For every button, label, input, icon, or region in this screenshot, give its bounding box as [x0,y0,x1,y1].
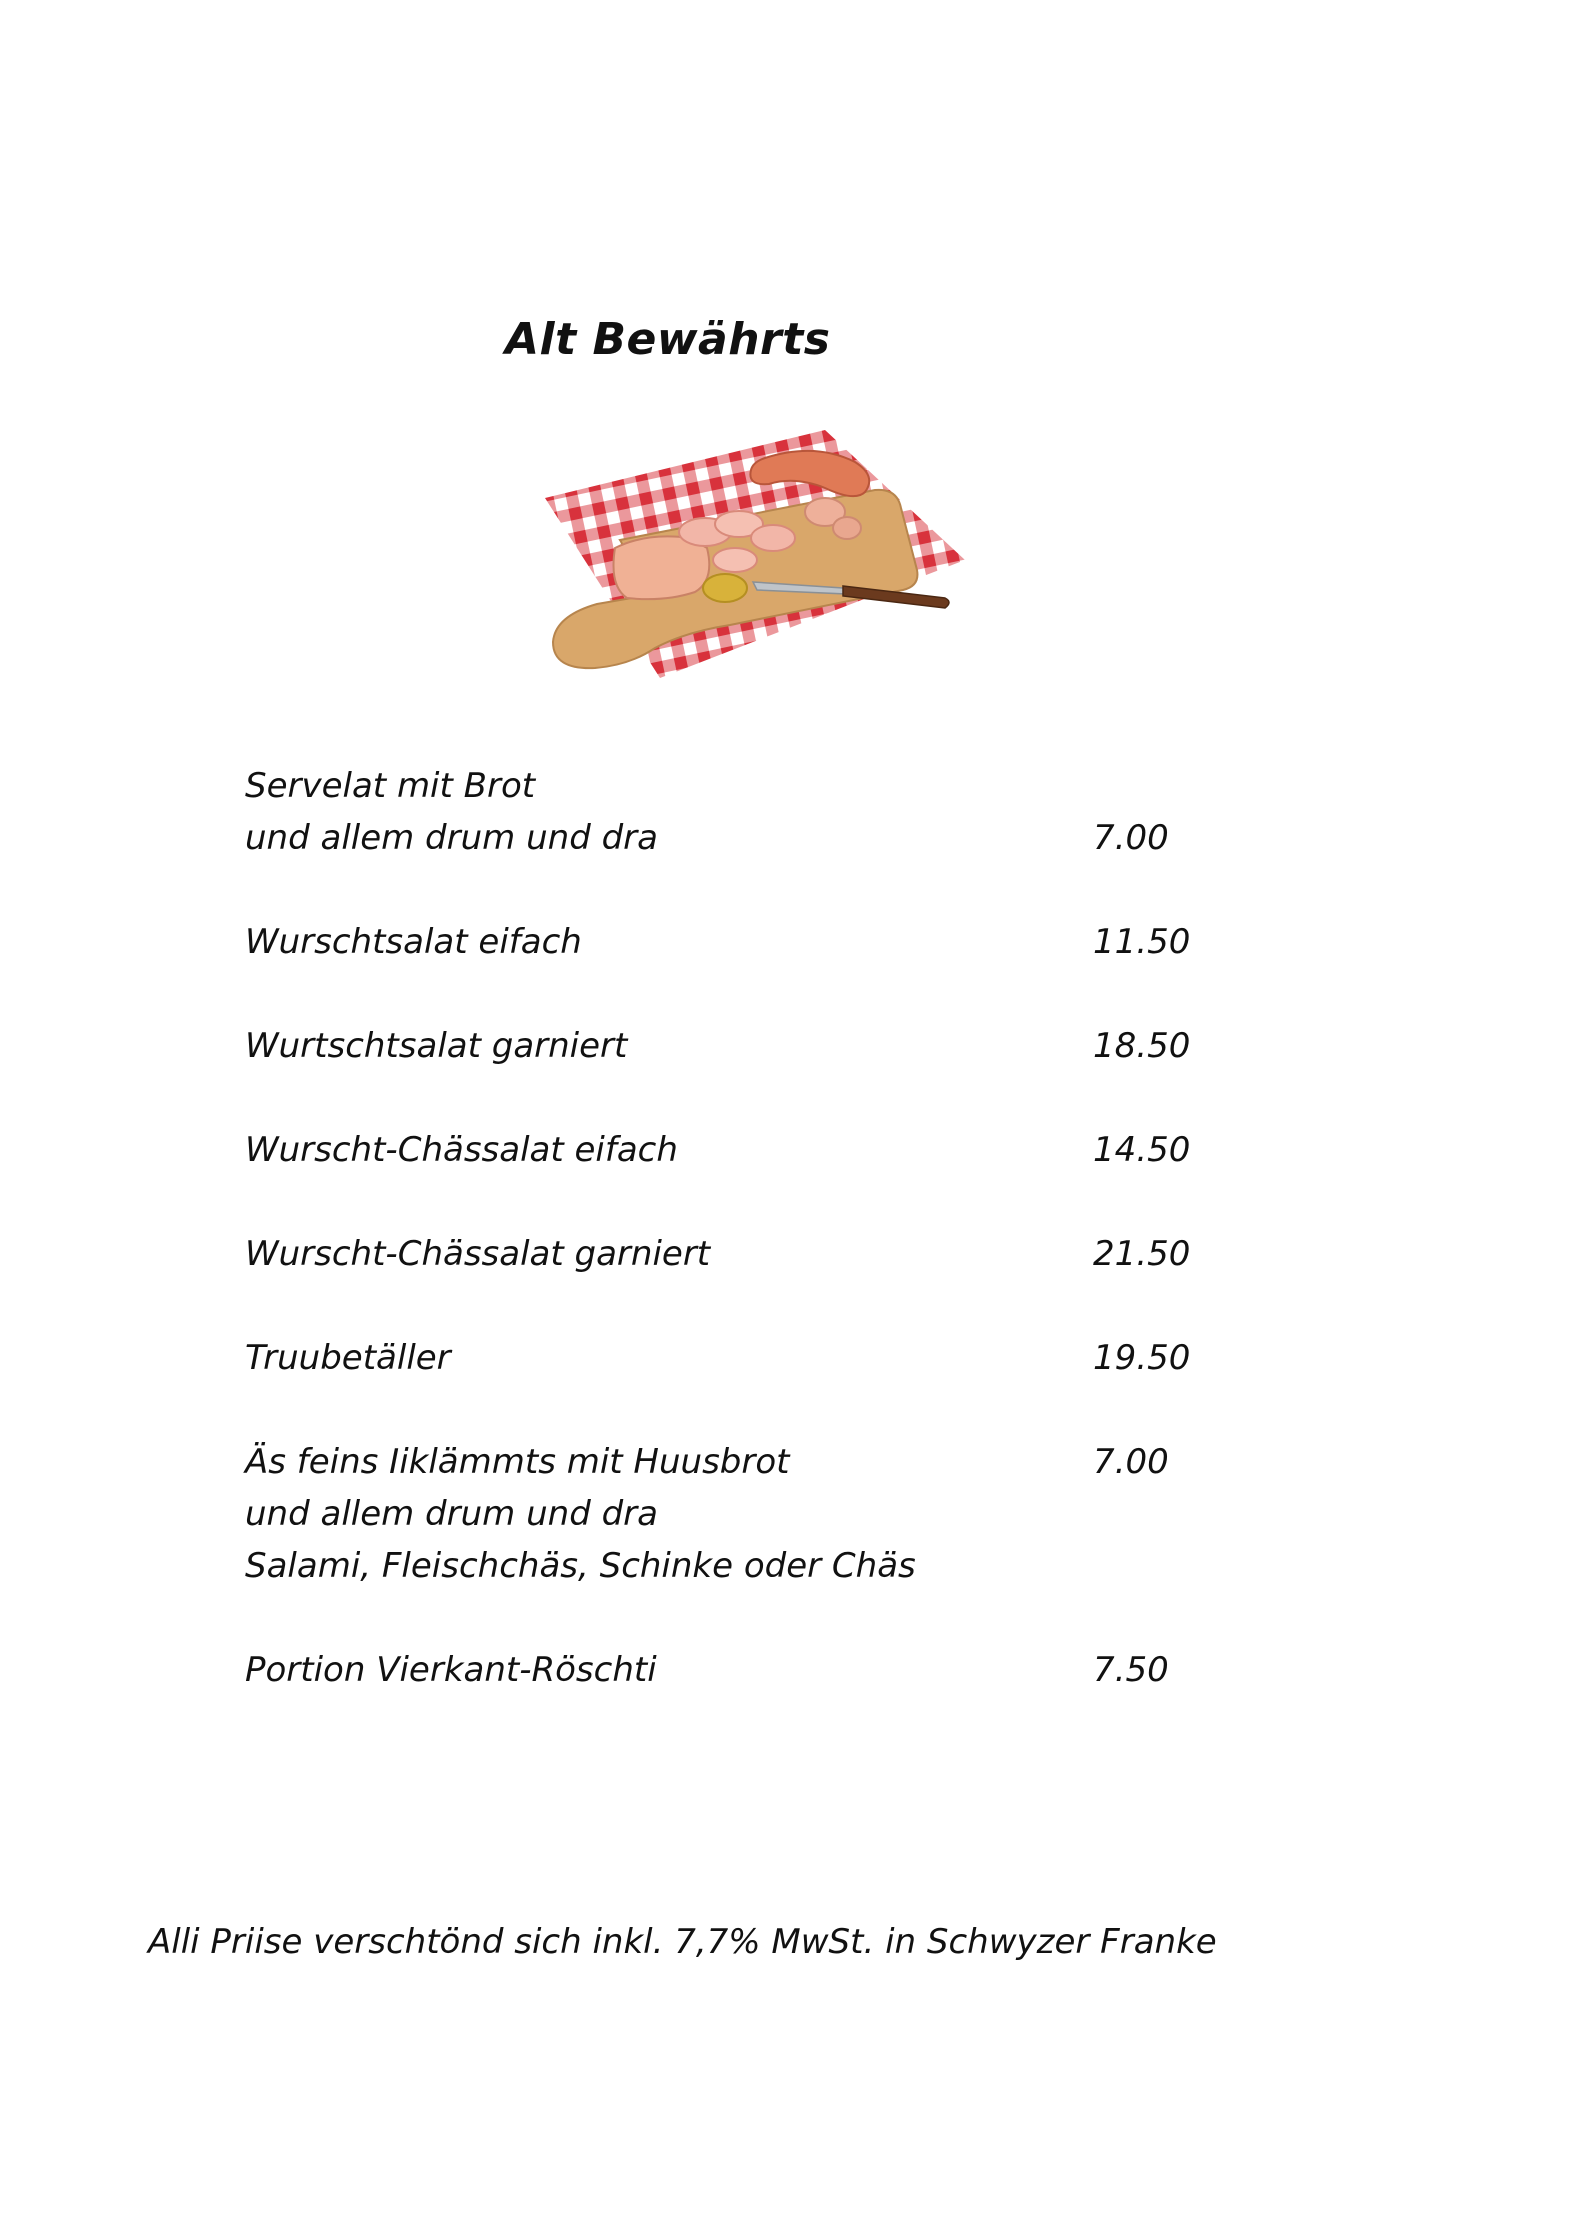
menu-item-price: 7.50 [1093,1650,1169,1690]
menu-item-price: 14.50 [1093,1130,1191,1170]
menu-item-description: und allem drum und dra [245,1494,658,1534]
menu-item-price: 19.50 [1093,1338,1191,1378]
menu-item-name: Wurscht-Chässalat garniert [245,1234,711,1274]
menu-item-name: Äs feins Iiklämmts mit Huusbrot [245,1442,790,1482]
menu-item-price: 11.50 [1093,922,1191,962]
menu-item [245,1020,1245,1072]
menu-item-price: 7.00 [1093,818,1169,858]
menu-item [245,916,1245,968]
menu-item-name: Portion Vierkant-Röschti [245,1650,657,1690]
menu-item [245,1332,1245,1384]
menu-item-price: 7.00 [1093,1442,1169,1482]
menu-item-name: Wurscht-Chässalat eifach [245,1130,678,1170]
charcuterie-board-icon [525,420,985,690]
menu-item-name: Wurschtsalat eifach [245,922,582,962]
menu-item-price: 18.50 [1093,1026,1191,1066]
menu-item-description: und allem drum und dra [245,818,658,858]
menu-item [245,760,1245,864]
price-note: Alli Priise verschtönd sich inkl. 7,7% MwSt. in Schwyzer Franke [148,1922,1217,1962]
menu-item-name: Wurtschtsalat garniert [245,1026,628,1066]
menu-item [245,1124,1245,1176]
menu-item [245,1644,1245,1696]
menu-item-name: Truubetäller [245,1338,451,1378]
menu-item-description: Salami, Fleischchäs, Schinke oder Chäs [245,1546,916,1586]
menu-item [245,1228,1245,1280]
menu-list [245,760,1245,1748]
menu-item-price: 21.50 [1093,1234,1191,1274]
menu-item [245,1436,1245,1592]
page-title: Alt Bewährts [505,314,831,365]
menu-item-name: Servelat mit Brot [245,766,536,806]
